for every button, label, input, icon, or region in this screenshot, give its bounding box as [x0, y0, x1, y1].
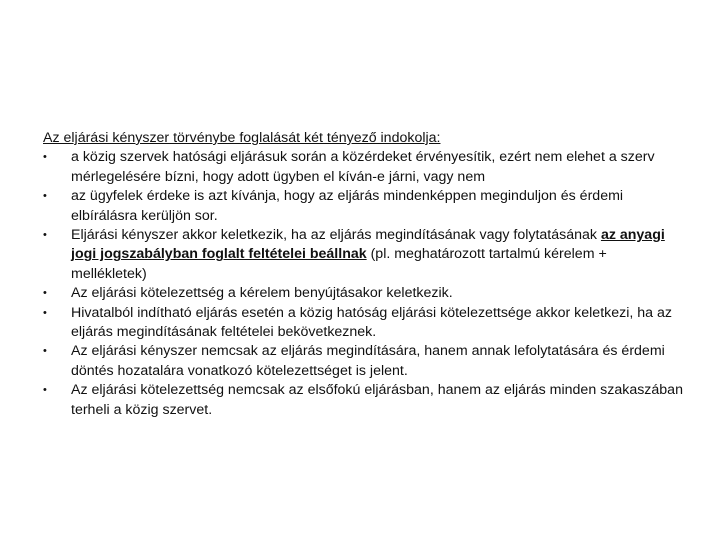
slide-content — [43, 129, 683, 420]
list-item-text: Az eljárási kényszer nemcsak az eljárás megindítására, hanem annak lefolytatására és érdemi döntés hozatalára vonatkozó kötelezettséget is jelent. — [71, 343, 665, 379]
bullet-icon: • — [43, 345, 47, 358]
list-item — [43, 304, 683, 343]
list-item — [43, 381, 683, 420]
bullet-icon: • — [43, 190, 47, 203]
bullet-icon: • — [43, 384, 47, 397]
bullet-icon: • — [43, 229, 47, 242]
bullet-icon: • — [43, 306, 47, 319]
list-item — [43, 226, 683, 284]
list-item-text: a közig szervek hatósági eljárásuk során a közérdeket érvényesítik, ezért nem elehet a szerv mérlegelésére bízni, hogy adott ügyben el kíván-e járni, vagy nem — [71, 149, 655, 185]
bullet-icon: • — [43, 151, 47, 164]
list-item — [43, 148, 683, 187]
list-item-text: Hivatalból indítható eljárás esetén a közig hatóság eljárási kötelezettsége akkor keletkezi, ha az eljárás megindításának feltételei bekövetkeznek. — [71, 304, 672, 341]
bullet-list — [43, 148, 683, 420]
list-item — [43, 284, 683, 303]
list-item — [43, 342, 683, 381]
list-item — [43, 187, 683, 226]
list-item-text: Az eljárási kötelezettség a kérelem benyújtásakor keletkezik. — [71, 285, 453, 302]
list-item-emphasis: az anyagi jogi jogszabályban foglalt feltételei beállnak — [71, 227, 665, 263]
list-item-text-after: (pl. meghatározott tartalmú kérelem + mellékletek) — [71, 246, 607, 282]
list-item-text: az ügyfelek érdeke is azt kívánja, hogy az eljárás mindenképpen meginduljon és érdemi elbírálásra kerüljön sor. — [71, 188, 624, 224]
list-item-text-before: Eljárási kényszer akkor keletkezik, ha az eljárás megindításának vagy folytatásának — [71, 227, 601, 244]
list-item-text: Az eljárási kötelezettség nemcsak az elsőfokú eljárásban, hanem az eljárás minden szakaszában terheli a közig szervet. — [71, 382, 683, 418]
bullet-icon: • — [43, 287, 47, 300]
slide-heading: Az eljárási kényszer törvénybe foglalását két tényező indokolja: — [43, 130, 441, 146]
